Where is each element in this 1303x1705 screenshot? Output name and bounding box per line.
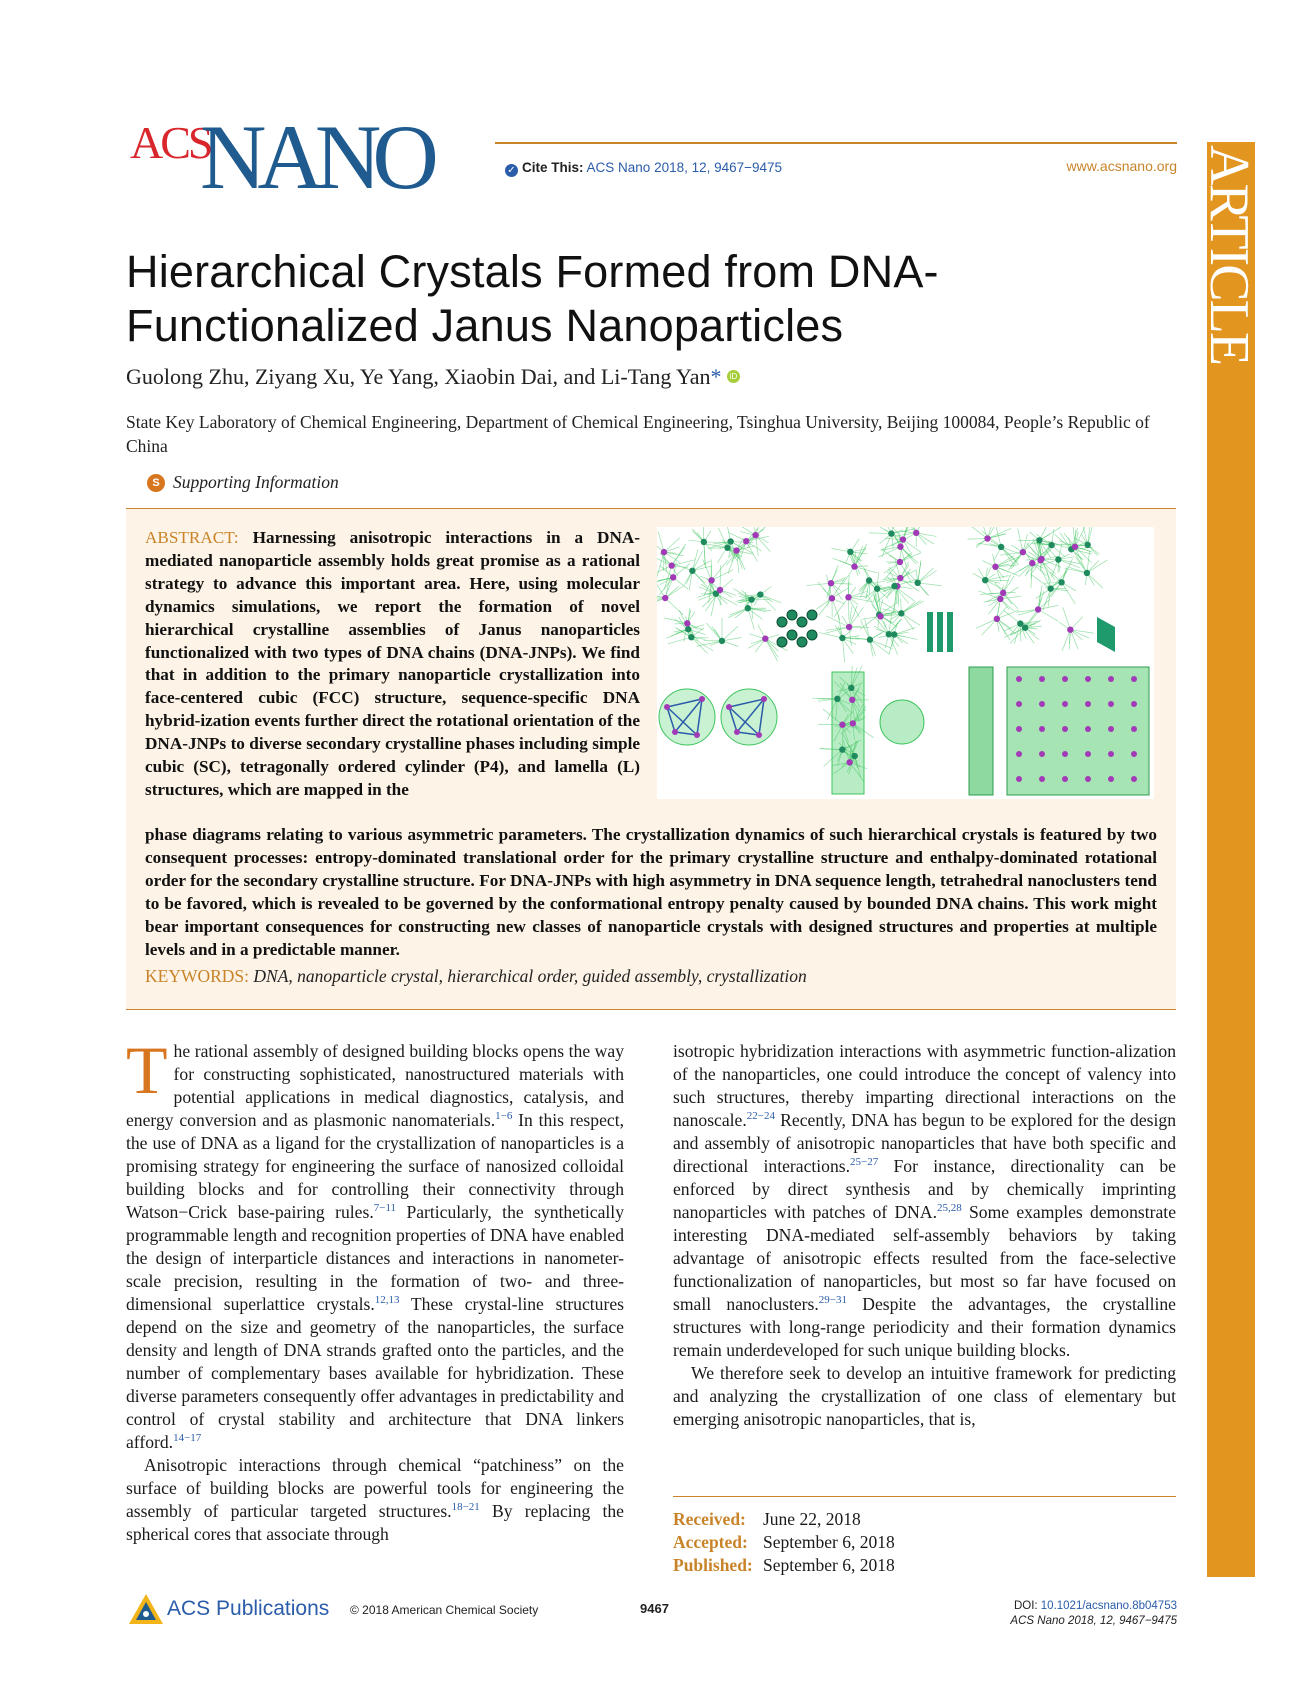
grid-particle: [1062, 776, 1068, 782]
p4-panel-particle: [1072, 544, 1078, 550]
dropcap: T: [126, 1032, 168, 1108]
column-particle: [846, 759, 852, 765]
sc-panel-strand: [819, 633, 842, 638]
supporting-info-link[interactable]: Supporting Information: [173, 472, 339, 492]
para-text: Recently, DNA has begun to be explored for the design and assembly of anisotropic nanoparticles that have both specific and directional interactions.: [673, 1110, 1176, 1176]
lamella-column: [969, 667, 993, 795]
keywords-list: DNA, nanoparticle crystal, hierarchical order, guided assembly, crystallization: [253, 966, 807, 986]
grid-particle: [1016, 726, 1022, 732]
fcc-panel-particle: [748, 596, 754, 602]
body-column-right: [673, 1040, 1176, 1431]
lamella: [1097, 617, 1115, 652]
sc-panel-particle: [845, 594, 851, 600]
grid-particle: [1131, 701, 1137, 707]
grid-particle: [1108, 676, 1114, 682]
sc-panel-strand: [894, 628, 915, 635]
grid-particle: [1108, 701, 1114, 707]
column-particle: [849, 697, 855, 703]
sc-panel-particle: [913, 530, 919, 536]
fcc-panel-strand: [731, 541, 754, 542]
fcc-panel-particle: [745, 605, 751, 611]
p4-panel-particle: [982, 577, 988, 583]
grid-particle: [1016, 701, 1022, 707]
sc-panel-particle: [891, 583, 897, 589]
fcc-panel-strand: [765, 639, 778, 658]
fcc-panel-particle: [701, 539, 707, 545]
para-text: We therefore seek to develop an intuitive framework for predicting and analyzing the crystallization of one class of elementary but emerging anisotropic nanoparticles, that is,: [673, 1363, 1176, 1429]
para-text: For instance, directionality can be enforced by direct synthesis and by chemically imprinting nanoparticles with patches of DNA.: [673, 1156, 1176, 1222]
citation-link[interactable]: 25−27: [850, 1156, 879, 1169]
single-cluster: [880, 700, 924, 744]
grid-particle: [1085, 776, 1091, 782]
cylinder: [927, 612, 933, 652]
doi-block: [1010, 1599, 1177, 1629]
side-label-text: ARTICLE: [1203, 145, 1259, 365]
sc-panel-strand: [918, 568, 934, 583]
p4-panel-particle: [1055, 556, 1061, 562]
sc-panel-particle: [897, 559, 903, 565]
fcc-panel-strand: [712, 560, 728, 580]
citation-link[interactable]: 25,28: [937, 1202, 962, 1215]
citation-link[interactable]: 12,13: [374, 1294, 400, 1307]
fcc-panel-strand: [668, 637, 691, 644]
sc-panel-particle: [867, 637, 873, 643]
sc-panel-particle: [897, 575, 903, 581]
sc-panel-particle: [866, 577, 872, 583]
sc-panel-particle: [851, 563, 857, 569]
p4-panel-particle: [1067, 626, 1073, 632]
date-received: Received: June 22, 2018: [673, 1509, 861, 1529]
fcc-panel-strand: [720, 565, 721, 590]
column-particle: [839, 722, 845, 728]
doi-label: DOI:: [1013, 1600, 1038, 1612]
para-text: These crystal-line structures depend on the size and geometry of the nanoparticles, the surface density and length of DNA strands grafted onto the particles, and the number of complementary bases available for hybridization. These diverse parameters consequently offer advantages in predictability and control of crystal stability and architecture that DNA linkers afford.: [126, 1294, 624, 1452]
p4-panel-strand: [1038, 609, 1058, 621]
p4-panel-particle: [1000, 590, 1006, 596]
abstract-label: ABSTRACT:: [145, 528, 239, 547]
fcc-panel-particle: [688, 634, 694, 640]
grid-particle: [1131, 726, 1137, 732]
fcc-panel-strand: [664, 618, 687, 623]
citation-link[interactable]: 14−17: [173, 1432, 202, 1445]
publisher-name[interactable]: ACS Publications: [167, 1597, 330, 1620]
sc-panel-strand: [903, 540, 921, 553]
p4-panel-strand: [1038, 585, 1042, 610]
cite-reference[interactable]: ACS Nano 2018, 12, 9467−9475: [586, 160, 783, 175]
sc-panel-strand: [870, 640, 893, 649]
grid-particle: [1062, 726, 1068, 732]
fcc-panel-particle: [757, 591, 763, 597]
column-particle: [839, 746, 845, 752]
tetra-vertex: [726, 704, 732, 710]
sc-panel-particle: [847, 549, 853, 555]
sc-panel-strand: [901, 600, 920, 613]
cube-node: [807, 610, 817, 620]
grid-particle: [1085, 751, 1091, 757]
grid-particle: [1062, 676, 1068, 682]
citation-link[interactable]: 7−11: [373, 1202, 397, 1215]
citation-link[interactable]: 18−21: [451, 1501, 480, 1514]
para-text: Anisotropic interactions through chemical “patchiness” on the surface of building blocks are powerful tools for engineering the assembly of particular targeted structures.: [126, 1455, 624, 1521]
column-particle: [848, 685, 854, 691]
para-text: By replacing the spherical cores that associate through: [126, 1501, 624, 1544]
article-side-label: [1203, 145, 1259, 380]
fcc-panel-particle: [689, 568, 695, 574]
abstract-text-part2: phase diagrams relating to various asymmetric parameters. The crystallization dynamics of such hierarchical crystals is featured by two consequent processes: entropy-dominated translational order for the primary crystalline structure and enthalpy-dominated rotational order for the secondary crystalline structure. For DNA-JNPs with high asymmetry in DNA sequence length, tetrahedral nanoclusters tend to be favored, which is revealed to be governed by the conformational entropy penalty caused by bounded DNA chains. This work might bear important consequences for constructing new classes of nanoparticle crystals with designed structures and properties at multiple levels and in a predictable manner.: [145, 825, 1157, 959]
p4-panel-strand: [1087, 551, 1090, 573]
grid-particle: [1039, 776, 1045, 782]
p4-panel-strand: [1065, 568, 1087, 573]
fcc-panel-strand: [728, 608, 748, 617]
sc-panel-strand: [901, 613, 920, 625]
fcc-panel-particle: [727, 538, 733, 544]
affiliation: State Key Laboratory of Chemical Engineering, Department of Chemical Engineering, Tsinghua University, Beijing 100084, People’s Republic of China: [126, 412, 1150, 456]
sc-panel-particle: [839, 635, 845, 641]
grid-particle: [1108, 726, 1114, 732]
fcc-panel-particle: [661, 549, 667, 555]
author-list: [126, 364, 740, 390]
p4-panel-particle: [1020, 549, 1026, 555]
fcc-panel-particle: [743, 538, 749, 544]
fcc-panel-particle: [733, 547, 739, 553]
sc-panel-particle: [877, 613, 883, 619]
fcc-panel-particle: [685, 626, 691, 632]
fcc-panel-particle: [684, 620, 690, 626]
cite-this[interactable]: [505, 160, 782, 177]
p4-panel-particle: [1029, 560, 1035, 566]
p4-panel-strand: [1058, 560, 1080, 564]
orcid-icon[interactable]: iD: [727, 370, 740, 383]
p4-panel-particle: [1047, 585, 1053, 591]
doi-link[interactable]: 10.1021/acsnano.8b04753: [1040, 1600, 1177, 1612]
keywords: [145, 966, 807, 987]
copyright: © 2018 American Chemical Society: [350, 1603, 539, 1617]
fcc-panel-particle: [719, 638, 725, 644]
fcc-panel-strand: [697, 641, 722, 646]
p4-panel-particle: [997, 596, 1003, 602]
grid-particle: [1131, 676, 1137, 682]
tetra-vertex: [699, 696, 705, 702]
fcc-panel-particle: [717, 587, 723, 593]
grid-particle: [1016, 751, 1022, 757]
abstract-body-1: Harnessing anisotropic interactions in a DNA-mediated nanoparticle assembly holds great promise as a rational strategy to advance this important area. Here, using molecular dynamics simulations, we report the formation of novel hierarchical crystalline assemblies of Janus nanoparticles functionalized with two types of DNA chains (DNA-JNPs). We find that in addition to the primary nanoparticle crystallization into face-centered cubic (FCC) structure, sequence-specific DNA hybrid-ization events further direct the rotational orientation of the DNA-JNPs to diverse secondary crystalline phases including simple cubic (SC), tetragonally ordered cylinder (P4), and lamella (L) structures, which are mapped in the: [145, 528, 640, 799]
fcc-panel-strand: [704, 542, 705, 564]
fcc-panel-strand: [658, 531, 664, 552]
date-accepted: Accepted: September 6, 2018: [673, 1532, 895, 1552]
corresponding-mark: *: [710, 364, 722, 389]
sc-panel-particle: [874, 586, 880, 592]
cylinder: [937, 612, 943, 652]
fcc-panel-strand: [706, 623, 722, 641]
citation-link[interactable]: 22−24: [746, 1110, 775, 1123]
grid-particle: [1131, 751, 1137, 757]
lamella-grid: [1007, 667, 1149, 795]
p4-panel-strand: [1063, 608, 1071, 630]
para-text: In this respect, the use of DNA as a ligand for the crystallization of nanoparticles is a promising strategy for engineering the surface of nanosized colloidal building blocks and for controlling their connectivity through Watson−Crick base-pairing rules.: [126, 1110, 624, 1222]
logo-acs: ACS: [130, 117, 211, 168]
grid-particle: [1062, 701, 1068, 707]
p4-panel-strand: [1016, 609, 1038, 612]
journal-logo: [130, 100, 500, 200]
p4-panel-strand: [988, 528, 1011, 538]
para-text: Some examples demonstrate interesting DNA-mediated self-assembly behaviors by taking advantage of anisotropic effects resulted from the face-selective functionalization of nanoparticles, but most so far have focused on small nanoclusters.: [673, 1202, 1176, 1314]
supporting-info-icon: S: [147, 474, 165, 492]
p4-panel-strand: [1030, 574, 1050, 589]
para-text: isotropic hybridization interactions with asymmetric function-alization of the nanoparticles, one could introduce the concept of valency into such structures, thereby imparting directional interactions on the nanoscale.: [673, 1041, 1176, 1130]
fcc-panel-strand: [665, 598, 683, 615]
page-number: 9467: [640, 1601, 669, 1616]
sc-panel-strand: [918, 560, 921, 583]
body-column-left: [126, 1032, 624, 1546]
p4-panel-particle: [984, 535, 990, 541]
p4-panel-particle: [1035, 606, 1041, 612]
p4-panel-strand: [1010, 628, 1025, 644]
p4-panel-particle: [1037, 557, 1043, 563]
cube-node: [797, 637, 807, 647]
column-particle: [850, 720, 856, 726]
tetra-vertex: [734, 729, 740, 735]
publication-dates: [673, 1508, 895, 1577]
abstract-text-part1: [145, 527, 640, 802]
column-particle: [852, 753, 858, 759]
grid-particle: [1085, 726, 1091, 732]
fcc-panel-particle: [669, 562, 675, 568]
fcc-panel-particle: [662, 595, 668, 601]
p4-panel-particle: [998, 544, 1004, 550]
grid-particle: [1039, 676, 1045, 682]
p4-panel-strand: [1075, 547, 1084, 568]
cite-label: Cite This:: [522, 160, 584, 175]
fcc-panel-strand: [691, 637, 713, 651]
p4-panel-strand: [1075, 527, 1085, 547]
grid-particle: [1039, 751, 1045, 757]
para-text: Particularly, the synthetically programmable length and recognition properties of DNA have enabled the design of interparticle distances and interactions in nanometer-scale precision, resulting in the formation of two- and three-dimensional superlattice crystals.: [126, 1202, 624, 1314]
cube-node: [777, 637, 787, 647]
acs-seal-icon: [126, 1590, 166, 1630]
fcc-panel-strand: [746, 541, 757, 561]
cylinder: [947, 612, 953, 652]
citation-link[interactable]: 29−31: [818, 1294, 847, 1307]
grid-particle: [1131, 776, 1137, 782]
sc-panel-particle: [888, 530, 894, 536]
sc-panel-particle: [900, 536, 906, 542]
fcc-panel-particle: [708, 577, 714, 583]
dates-rule: [673, 1496, 1176, 1497]
tetra-vertex: [664, 704, 670, 710]
grid-particle: [1062, 751, 1068, 757]
journal-url[interactable]: www.acsnano.org: [1066, 158, 1177, 174]
sc-panel-strand: [918, 583, 942, 586]
p4-panel-particle: [1022, 625, 1028, 631]
p4-panel-particle: [1084, 570, 1090, 576]
sc-panel-particle: [915, 580, 921, 586]
cube-node: [807, 630, 817, 640]
authors-text: Guolong Zhu, Ziyang Xu, Ye Yang, Xiaobin Dai, and Li-Tang Yan: [126, 364, 711, 389]
sc-panel-particle: [828, 580, 834, 586]
citation-link[interactable]: 1−6: [495, 1110, 513, 1123]
para-text: he rational assembly of designed building blocks opens the way for constructing sophisticated, nanostructured materials with potential applications in medical diagnostics, catalysis, and energy conversion and as plasmonic nanomaterials.: [126, 1041, 624, 1130]
p4-panel-strand: [982, 619, 997, 635]
p4-panel-particle: [1085, 542, 1091, 548]
fcc-panel-particle: [724, 545, 730, 551]
sc-panel-strand: [831, 583, 852, 584]
fcc-panel-particle: [670, 574, 676, 580]
grid-particle: [1085, 701, 1091, 707]
grid-particle: [1108, 751, 1114, 757]
tetra-vertex: [672, 729, 678, 735]
fcc-panel-particle: [762, 635, 768, 641]
tetra-vertex: [761, 696, 767, 702]
fcc-panel-strand: [748, 608, 755, 629]
sc-panel-particle: [891, 631, 897, 637]
cube-node: [787, 630, 797, 640]
journal-citation: ACS Nano 2018, 12, 9467−9475: [1010, 1615, 1177, 1627]
cube-node: [797, 617, 807, 627]
grid-particle: [1016, 776, 1022, 782]
fcc-panel-strand: [712, 570, 734, 581]
grid-particle: [1085, 676, 1091, 682]
date-published: Published: September 6, 2018: [673, 1555, 895, 1575]
sc-panel-strand: [842, 638, 844, 663]
fcc-panel-particle: [752, 532, 758, 538]
cube-node: [777, 617, 787, 627]
p4-panel-particle: [1036, 537, 1042, 543]
grid-particle: [1108, 776, 1114, 782]
toc-graphic: [657, 527, 1154, 799]
p4-panel-strand: [1062, 582, 1076, 604]
tetra-vertex: [694, 732, 700, 738]
sc-panel-strand: [918, 571, 937, 583]
sc-panel-particle: [829, 595, 835, 601]
header-rule: [495, 142, 1177, 144]
p4-panel-strand: [1087, 573, 1103, 588]
p4-panel-strand: [976, 619, 997, 628]
p4-panel-particle: [1048, 542, 1054, 548]
logo-nano: NANO: [200, 106, 430, 200]
sc-panel-particle: [846, 624, 852, 630]
check-icon: ✓: [505, 164, 518, 177]
column-particle: [834, 696, 840, 702]
p4-panel-particle: [992, 564, 998, 570]
fcc-panel-strand: [760, 595, 781, 603]
grid-particle: [1039, 726, 1045, 732]
article-title: Hierarchical Crystals Formed from DNA-Functionalized Janus Nanoparticles: [126, 246, 939, 351]
sc-panel-particle: [898, 610, 904, 616]
cube-node: [787, 610, 797, 620]
grid-particle: [1016, 676, 1022, 682]
grid-particle: [1039, 701, 1045, 707]
p4-panel-particle: [1058, 579, 1064, 585]
tetra-vertex: [756, 732, 762, 738]
p4-panel-particle: [994, 616, 1000, 622]
sc-panel-strand: [869, 533, 892, 534]
fcc-panel-strand: [657, 552, 664, 577]
para-text: Despite the advantages, the crystalline structures with long-range periodicity and their formation dynamics remain underdeveloped for such unique building blocks.: [673, 1294, 1176, 1360]
keywords-label: KEYWORDS:: [145, 966, 250, 986]
sc-panel-particle: [897, 544, 903, 550]
